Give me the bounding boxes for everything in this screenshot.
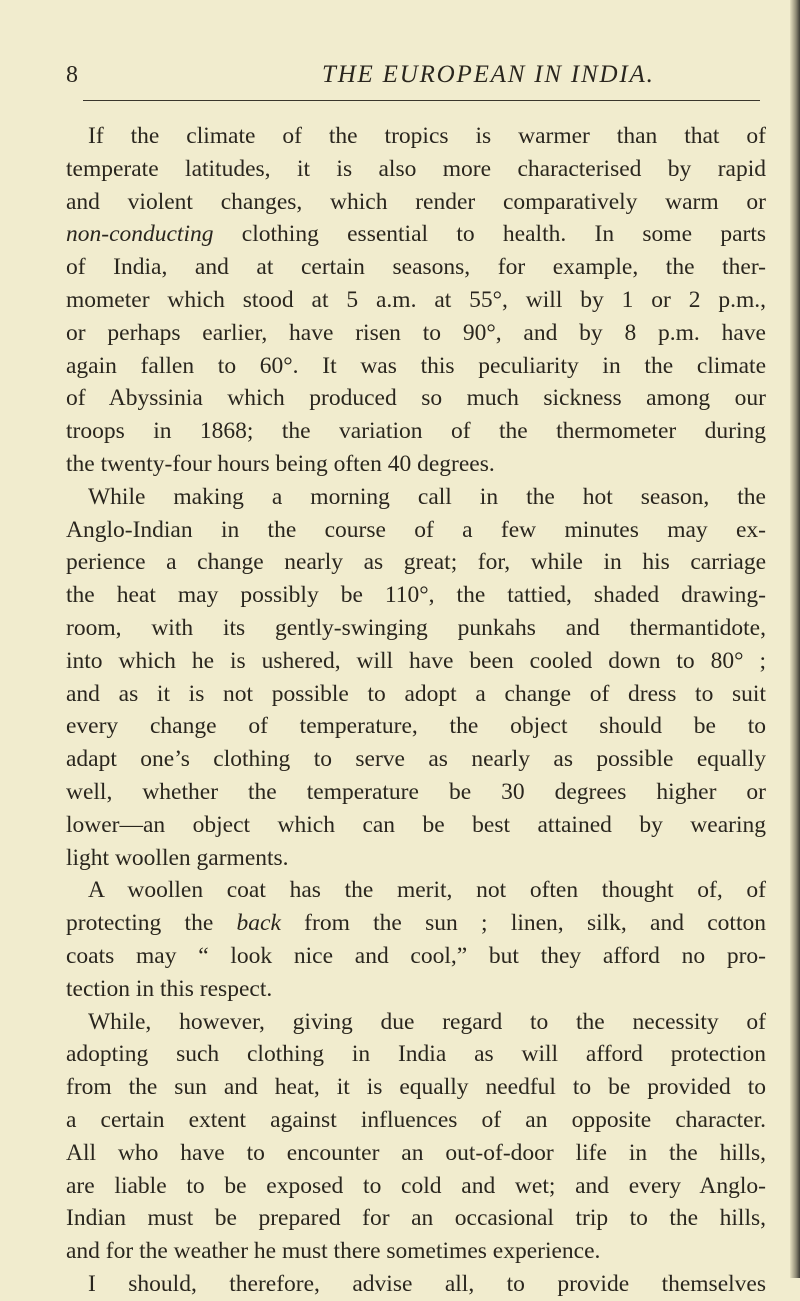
page-number: 8 bbox=[66, 62, 78, 88]
text-run: and for the weather he must there sometimes experience. bbox=[66, 1238, 601, 1265]
text-line bbox=[66, 481, 766, 514]
text-line bbox=[66, 1137, 766, 1170]
paragraph bbox=[66, 1268, 766, 1301]
text-line bbox=[66, 1006, 766, 1039]
text-line bbox=[66, 546, 766, 579]
text-run: adapt one’s clothing to serve as nearly as possible equally bbox=[66, 746, 766, 773]
text-run: All who have to encounter an out-of-door life in the hills, bbox=[66, 1139, 766, 1166]
text-line bbox=[66, 579, 766, 612]
text-line bbox=[66, 284, 766, 317]
text-run: again fallen to 60°. It was this peculiarity in the climate bbox=[66, 352, 766, 379]
text-run: room, with its gently-swinging punkahs and thermantidote, bbox=[66, 614, 766, 641]
text-run: Indian must be prepared for an occasional trip to the hills, bbox=[66, 1205, 766, 1232]
text-line bbox=[66, 1104, 766, 1137]
text-run: light woollen garments. bbox=[66, 844, 289, 871]
text-run: Anglo-Indian in the course of a few minutes may ex- bbox=[66, 516, 766, 543]
text-run: well, whether the temperature be 30 degrees higher or bbox=[66, 778, 766, 805]
text-run: While, however, giving due regard to the necessity of bbox=[88, 1008, 766, 1035]
text-line bbox=[66, 415, 766, 448]
text-line bbox=[66, 218, 766, 251]
text-line bbox=[66, 710, 766, 743]
text-run: mometer which stood at 5 a.m. at 55°, will by 1 or 2 p.m., bbox=[66, 286, 766, 313]
text-line bbox=[66, 186, 766, 219]
body-text bbox=[66, 120, 766, 1301]
italic-text: back bbox=[236, 910, 281, 937]
text-line bbox=[66, 1170, 766, 1203]
text-line bbox=[66, 1071, 766, 1104]
text-line bbox=[66, 1268, 766, 1301]
text-line bbox=[66, 153, 766, 186]
text-run: or perhaps earlier, have risen to 90°, and by 8 p.m. have bbox=[66, 319, 766, 346]
text-run: I should, therefore, advise all, to provide themselves bbox=[88, 1270, 766, 1297]
text-run: protecting the bbox=[66, 910, 237, 937]
text-line bbox=[66, 350, 766, 383]
text-run: While making a morning call in the hot season, the bbox=[88, 483, 766, 510]
text-line bbox=[66, 874, 766, 907]
text-run: tection in this respect. bbox=[66, 975, 273, 1002]
text-run: and violent changes, which render comparatively warm or bbox=[66, 188, 766, 215]
text-run: into which he is ushered, will have been cooled down to 80° ; bbox=[66, 647, 766, 674]
text-run: and as it is not possible to adopt a change of dress to suit bbox=[66, 680, 766, 707]
text-line bbox=[66, 776, 766, 809]
text-run: a certain extent against influences of an opposite character. bbox=[66, 1106, 766, 1133]
text-line bbox=[66, 448, 766, 481]
text-run: troops in 1868; the variation of the thermometer during bbox=[66, 418, 766, 445]
text-line bbox=[66, 382, 766, 415]
text-line bbox=[66, 907, 766, 940]
text-run: perience a change nearly as great; for, while in his carriage bbox=[66, 549, 766, 576]
text-line bbox=[66, 809, 766, 842]
text-run: temperate latitudes, it is also more characterised by rapid bbox=[66, 155, 766, 182]
text-run: the heat may possibly be 110°, the tattied, shaded drawing- bbox=[66, 582, 766, 609]
text-line bbox=[66, 120, 766, 153]
text-line bbox=[66, 514, 766, 547]
text-run: coats may “ look nice and cool,” but they afford no pro- bbox=[66, 942, 766, 969]
text-line bbox=[66, 842, 766, 875]
text-line bbox=[66, 743, 766, 776]
text-run: If the climate of the tropics is warmer than that of bbox=[88, 123, 766, 149]
text-run: of Abyssinia which produced so much sickness among our bbox=[66, 385, 766, 412]
text-line bbox=[66, 973, 766, 1006]
italic-text: non-conducting bbox=[66, 221, 214, 248]
text-run: every change of temperature, the object should be to bbox=[66, 713, 766, 740]
text-line bbox=[66, 251, 766, 284]
text-run: clothing essential to health. In some parts bbox=[213, 221, 766, 248]
page-edge-shadow bbox=[790, 0, 800, 1278]
text-run: of India, and at certain seasons, for example, the ther- bbox=[66, 254, 766, 281]
text-run: from the sun and heat, it is equally needful to be provided to bbox=[66, 1074, 766, 1101]
text-line bbox=[66, 317, 766, 350]
text-line bbox=[66, 645, 766, 678]
text-line bbox=[66, 940, 766, 973]
text-run: adopting such clothing in India as will afford protection bbox=[66, 1041, 766, 1068]
paragraph bbox=[66, 874, 766, 1005]
text-line bbox=[66, 1202, 766, 1235]
paragraph bbox=[66, 1006, 766, 1268]
text-run: lower—an object which can be best attained by wearing bbox=[66, 811, 766, 838]
text-line bbox=[66, 678, 766, 711]
header-rule bbox=[83, 100, 760, 101]
running-head: THE EUROPEAN IN INDIA. bbox=[322, 61, 655, 88]
text-line bbox=[66, 612, 766, 645]
paragraph bbox=[66, 120, 766, 481]
text-run: from the sun ; linen, silk, and cotton bbox=[280, 910, 766, 937]
page-header bbox=[66, 60, 766, 90]
text-run: A woollen coat has the merit, not often thought of, of bbox=[88, 877, 766, 904]
text-run: the twenty-four hours being often 40 degrees. bbox=[66, 450, 495, 477]
text-run: are liable to be exposed to cold and wet; and every Anglo- bbox=[66, 1172, 766, 1199]
text-line bbox=[66, 1038, 766, 1071]
text-line bbox=[66, 1235, 766, 1268]
paragraph bbox=[66, 481, 766, 875]
